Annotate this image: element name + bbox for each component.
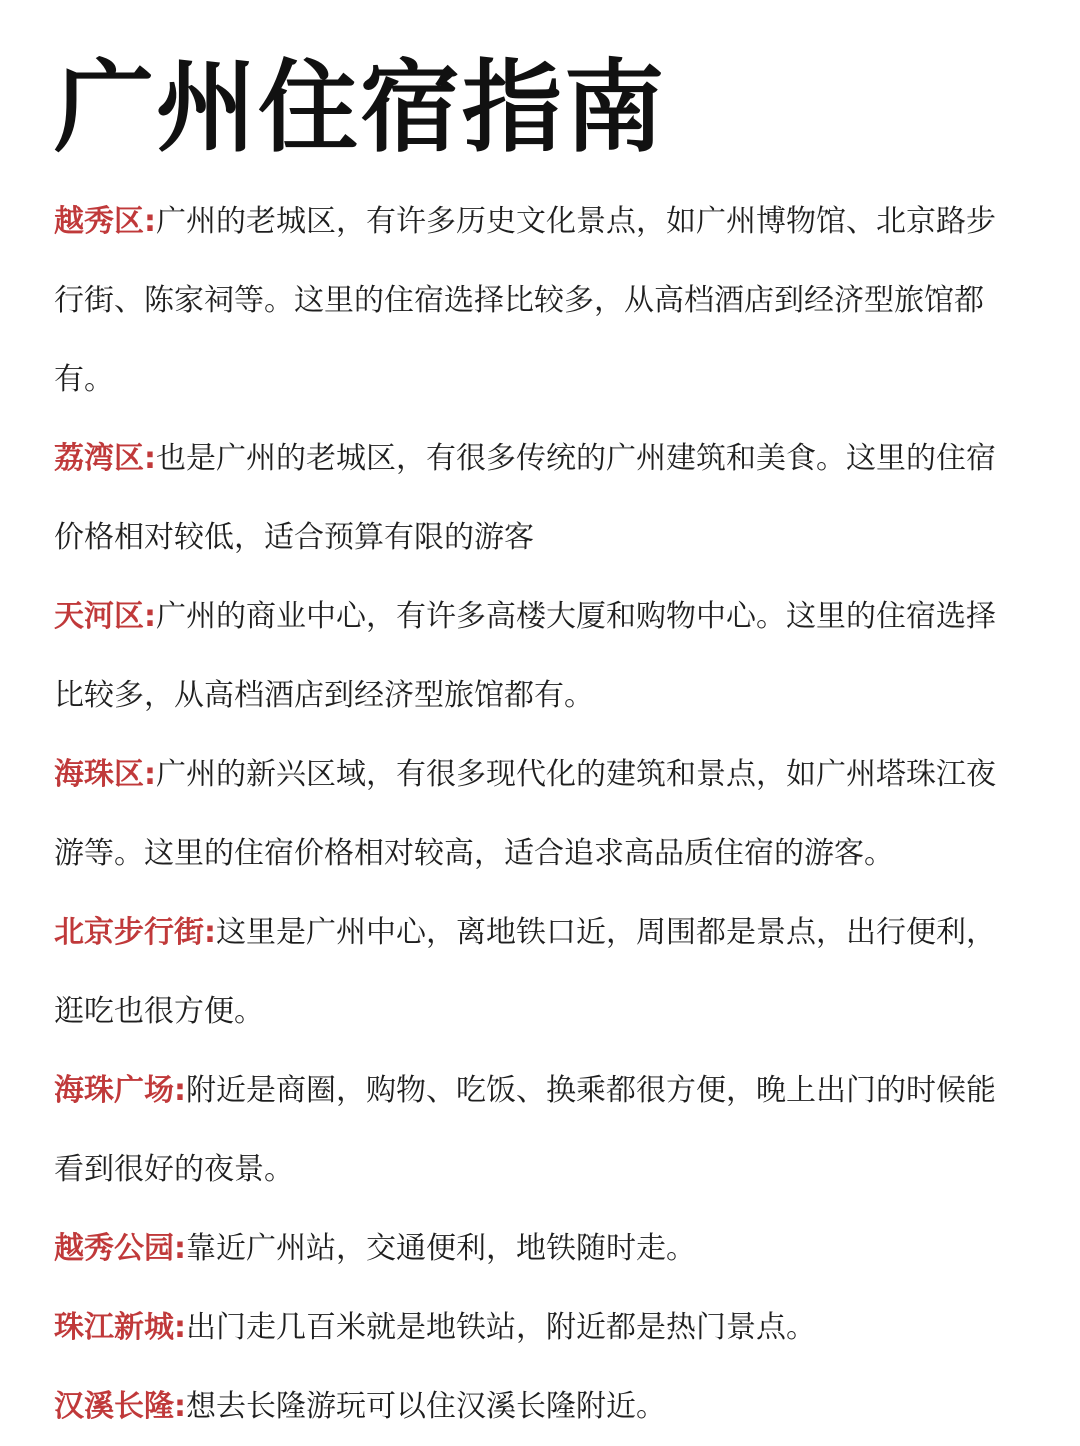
entry-text: 靠近广州站，交通便利，地铁随时走。 bbox=[186, 1231, 696, 1266]
list-item bbox=[54, 1367, 1024, 1446]
list-item bbox=[54, 1209, 1024, 1288]
list-item bbox=[54, 1051, 1024, 1209]
entry-label: 海珠广场 bbox=[54, 1073, 174, 1108]
entry-colon: : bbox=[174, 1231, 186, 1266]
list-item bbox=[54, 419, 1024, 577]
entry-colon: : bbox=[174, 1310, 186, 1345]
entry-text: 广州的老城区，有许多历史文化景点，如广州博物馆、北京路步行街、陈家祠等。这里的住宿选择比较多，从高档酒店到经济型旅馆都有。 bbox=[54, 204, 996, 397]
entry-colon: : bbox=[204, 915, 216, 950]
entry-colon: : bbox=[144, 441, 156, 476]
entry-text: 想去长隆游玩可以住汉溪长隆附近。 bbox=[186, 1389, 666, 1424]
entry-text: 也是广州的老城区，有很多传统的广州建筑和美食。这里的住宿价格相对较低，适合预算有限的游客 bbox=[54, 441, 996, 555]
entry-text: 广州的新兴区域，有很多现代化的建筑和景点，如广州塔珠江夜游等。这里的住宿价格相对较高，适合追求高品质住宿的游客。 bbox=[54, 757, 996, 871]
entry-colon: : bbox=[144, 599, 156, 634]
entry-label: 越秀区 bbox=[54, 204, 144, 239]
entry-label: 北京步行街 bbox=[54, 915, 204, 950]
page-title: 广州住宿指南 bbox=[54, 49, 666, 166]
list-item bbox=[54, 893, 1024, 1051]
list-item bbox=[54, 1288, 1024, 1367]
entry-label: 海珠区 bbox=[54, 757, 144, 792]
entry-label: 荔湾区 bbox=[54, 441, 144, 476]
entry-colon: : bbox=[144, 204, 156, 239]
entry-text: 这里是广州中心，离地铁口近，周围都是景点，出行便利，逛吃也很方便。 bbox=[54, 915, 996, 1029]
list-item bbox=[54, 577, 1024, 735]
list-item bbox=[54, 735, 1024, 893]
list-item bbox=[54, 182, 1024, 419]
entry-colon: : bbox=[144, 757, 156, 792]
entry-label: 天河区 bbox=[54, 599, 144, 634]
entry-label: 珠江新城 bbox=[54, 1310, 174, 1345]
entry-colon: : bbox=[174, 1389, 186, 1424]
entry-text: 附近是商圈，购物、吃饭、换乘都很方便，晚上出门的时候能看到很好的夜景。 bbox=[54, 1073, 996, 1187]
entry-list bbox=[54, 182, 1024, 1446]
entry-label: 越秀公园 bbox=[54, 1231, 174, 1266]
entry-text: 广州的商业中心，有许多高楼大厦和购物中心。这里的住宿选择比较多，从高档酒店到经济型旅馆都有。 bbox=[54, 599, 996, 713]
entry-text: 出门走几百米就是地铁站，附近都是热门景点。 bbox=[186, 1310, 816, 1345]
entry-label: 汉溪长隆 bbox=[54, 1389, 174, 1424]
entry-colon: : bbox=[174, 1073, 186, 1108]
